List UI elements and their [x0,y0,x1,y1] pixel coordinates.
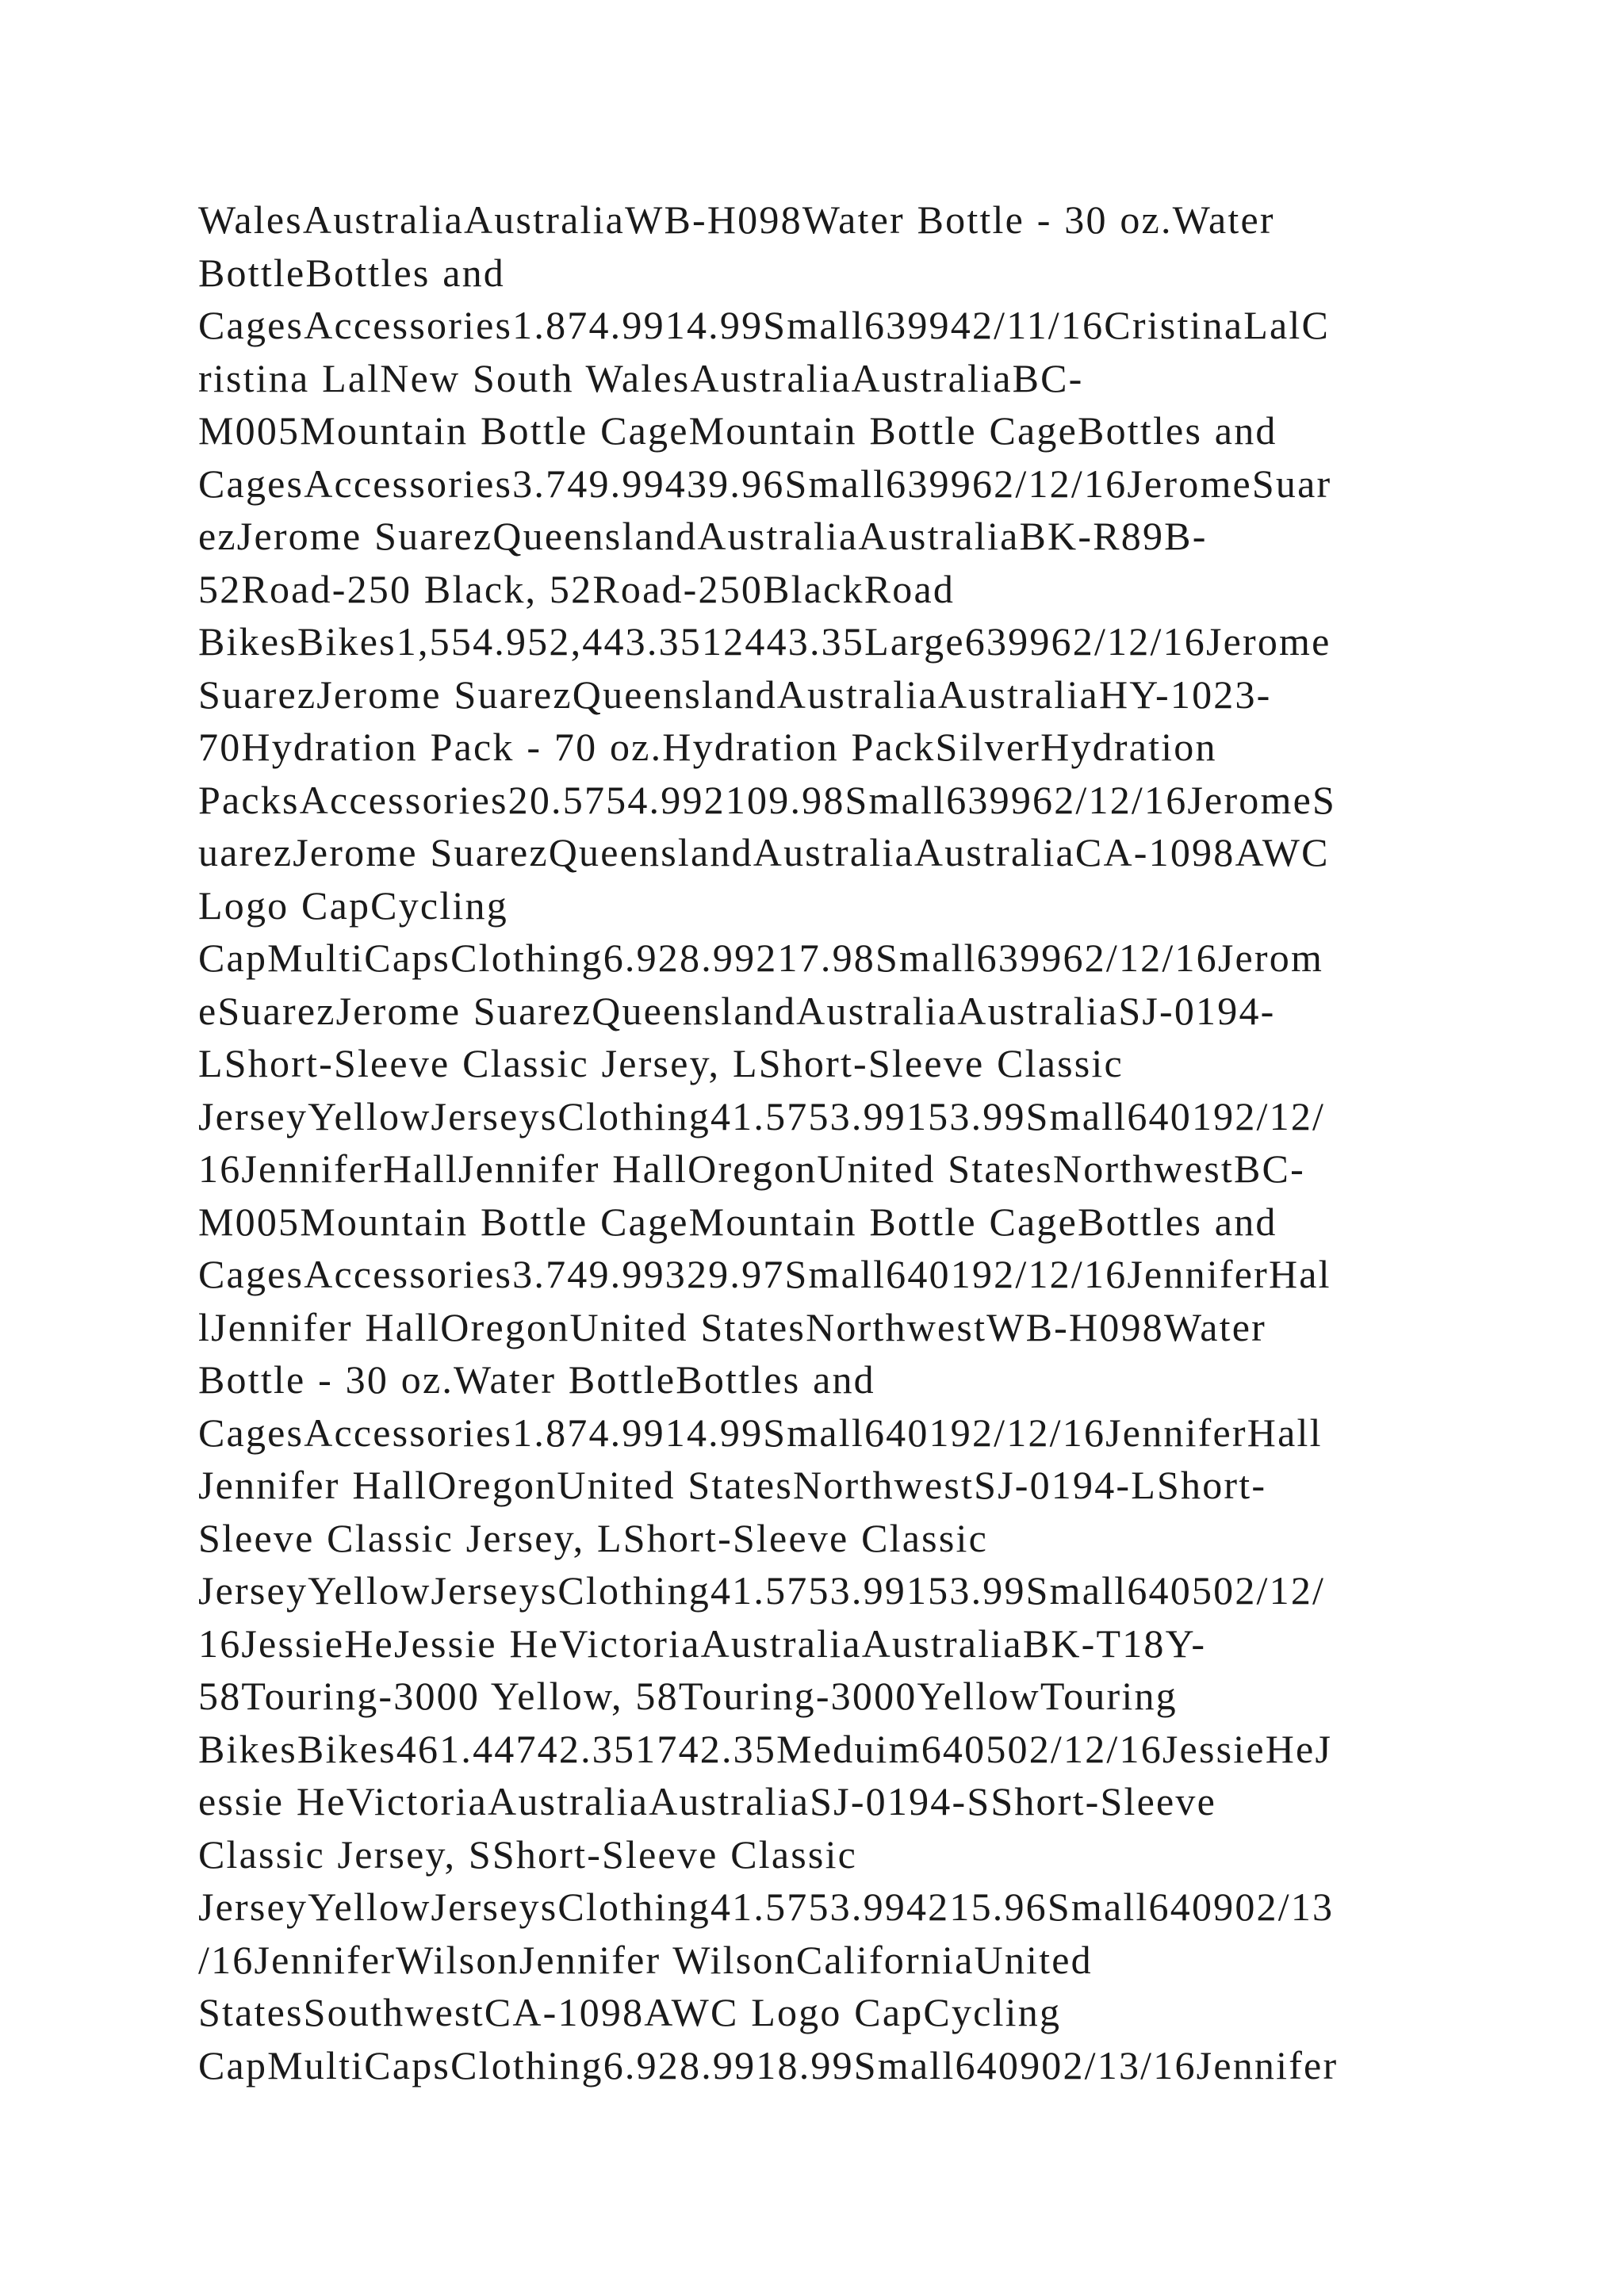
body-text [198,193,1451,2091]
text-line-23: Bottle - 30 oz.Water BottleBottles and [198,1357,875,1402]
text-line-14: Logo CapCycling [198,882,508,928]
text-line-26: Sleeve Classic Jersey, LShort-Sleeve Classic [198,1515,988,1560]
text-line-32: Classic Jersey, SShort-Sleeve Classic [198,1831,858,1877]
text-line-2: BottleBottles and [198,250,505,295]
text-line-15: CapMultiCapsClothing6.928.99217.98Small639962/12/16Jerom [198,936,1324,980]
text-line-25: Jennifer HallOregonUnited StatesNorthwestSJ-0194-LShort- [198,1463,1267,1507]
text-line-19: 16JenniferHallJennifer HallOregonUnited StatesNorthwestBC- [198,1146,1305,1191]
text-line-4: ristina LalNew South WalesAustraliaAustraliaBC- [198,355,1084,400]
text-line-28: 16JessieHeJessie HeVictoriaAustraliaAustraliaBK-T18Y- [198,1621,1207,1666]
text-line-7: ezJerome SuarezQueenslandAustraliaAustraliaBK-R89B- [198,514,1208,558]
text-line-30: BikesBikes461.44742.351742.35Meduim640502/12/16JessieHeJ [198,1726,1333,1771]
text-line-35: StatesSouthwestCA-1098AWC Logo CapCycling [198,1990,1062,2034]
text-line-31: essie HeVictoriaAustraliaAustraliaSJ-0194-SShort-Sleeve [198,1779,1217,1823]
text-line-36: CapMultiCapsClothing6.928.9918.99Small640902/13/16Jennifer [198,2042,1339,2087]
text-line-11: 70Hydration Pack - 70 oz.Hydration PackSilverHydration [198,725,1217,769]
text-line-22: lJennifer HallOregonUnited StatesNorthwestWB-H098Water [198,1304,1266,1349]
text-line-3: CagesAccessories1.874.9914.99Small639942/11/16CristinaLalC [198,303,1330,347]
text-line-21: CagesAccessories3.749.99329.97Small640192/12/16JenniferHal [198,1252,1331,1296]
text-line-1: WalesAustraliaAustraliaWB-H098Water Bottle - 30 oz.Water [198,197,1275,242]
text-line-34: /16JenniferWilsonJennifer WilsonCaliforniaUnited [198,1937,1093,1982]
text-line-24: CagesAccessories1.874.9914.99Small640192/12/16JenniferHall [198,1410,1323,1455]
text-line-29: 58Touring-3000 Yellow, 58Touring-3000YellowTouring [198,1674,1178,1718]
text-line-9: BikesBikes1,554.952,443.3512443.35Large639962/12/16Jerome [198,619,1331,664]
text-line-33: JerseyYellowJerseysClothing41.5753.994215.96Small640902/13 [198,1885,1335,1929]
text-line-12: PacksAccessories20.5754.992109.98Small639962/12/16JeromeS [198,777,1336,822]
text-line-27: JerseyYellowJerseysClothing41.5753.99153.99Small640502/12/ [198,1568,1326,1613]
text-line-6: CagesAccessories3.749.99439.96Small639962/12/16JeromeSuar [198,461,1332,506]
text-line-18: JerseyYellowJerseysClothing41.5753.99153.99Small640192/12/ [198,1093,1326,1138]
text-line-10: SuarezJerome SuarezQueenslandAustraliaAustraliaHY-1023- [198,672,1272,717]
text-line-5: M005Mountain Bottle CageMountain Bottle CageBottles and [198,408,1277,453]
text-line-20: M005Mountain Bottle CageMountain Bottle CageBottles and [198,1199,1277,1244]
text-line-8: 52Road-250 Black, 52Road-250BlackRoad [198,566,956,611]
text-line-16: eSuarezJerome SuarezQueenslandAustraliaAustraliaSJ-0194- [198,988,1276,1033]
text-line-13: uarezJerome SuarezQueenslandAustraliaAustraliaCA-1098AWC [198,830,1330,874]
text-line-17: LShort-Sleeve Classic Jersey, LShort-Sleeve Classic [198,1041,1124,1085]
